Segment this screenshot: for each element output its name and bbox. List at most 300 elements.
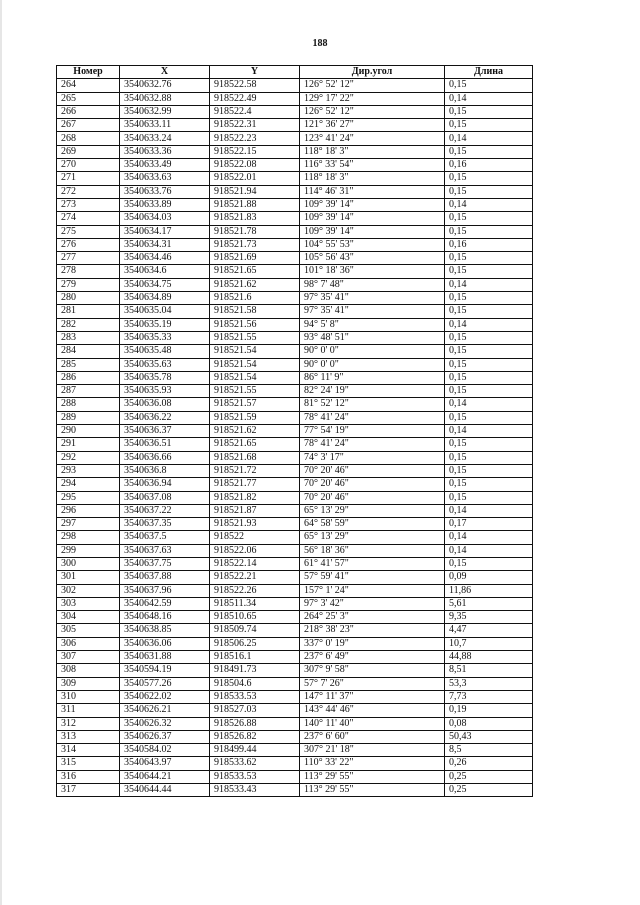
cell-length: 0,15 [445,212,533,225]
table-row [57,398,533,411]
cell-number: 282 [57,318,120,331]
cell-y: 918521.65 [210,265,300,278]
cell-length: 9,35 [445,611,533,624]
cell-y: 918522.23 [210,132,300,145]
cell-length: 0,14 [445,198,533,211]
cell-x: 3540634.03 [120,212,210,225]
cell-direction-angle: 129° 17' 22" [300,92,445,105]
cell-length: 53,3 [445,677,533,690]
cell-length: 0,15 [445,119,533,132]
cell-y: 918526.88 [210,717,300,730]
cell-y: 918522.01 [210,172,300,185]
cell-x: 3540584.02 [120,744,210,757]
cell-y: 918491.73 [210,664,300,677]
cell-y: 918522.08 [210,159,300,172]
table-row [57,571,533,584]
cell-y: 918527.03 [210,704,300,717]
cell-length: 0,15 [445,345,533,358]
cell-direction-angle: 57° 59' 41" [300,571,445,584]
cell-number: 307 [57,651,120,664]
cell-y: 918521.55 [210,385,300,398]
cell-y: 918521.59 [210,411,300,424]
cell-y: 918521.94 [210,185,300,198]
cell-length: 0,15 [445,252,533,265]
cell-x: 3540637.75 [120,557,210,570]
cell-number: 292 [57,451,120,464]
cell-x: 3540634.75 [120,278,210,291]
cell-length: 0,15 [445,411,533,424]
cell-x: 3540633.76 [120,185,210,198]
cell-number: 268 [57,132,120,145]
table-row [57,491,533,504]
header-direction-angle: Дир.угол [300,66,445,79]
cell-length: 0,19 [445,704,533,717]
cell-direction-angle: 70° 20' 46" [300,478,445,491]
page-edge-shadow [0,0,2,905]
cell-y: 918521.68 [210,451,300,464]
cell-direction-angle: 110° 33' 22" [300,757,445,770]
cell-x: 3540626.21 [120,704,210,717]
cell-x: 3540631.88 [120,651,210,664]
cell-x: 3540632.76 [120,79,210,92]
cell-direction-angle: 90° 0' 0" [300,358,445,371]
table-row [57,358,533,371]
cell-x: 3540638.85 [120,624,210,637]
cell-x: 3540636.06 [120,637,210,650]
cell-length: 0,14 [445,278,533,291]
cell-direction-angle: 105° 56' 43" [300,252,445,265]
table-row [57,518,533,531]
cell-number: 314 [57,744,120,757]
cell-y: 918521.69 [210,252,300,265]
cell-y: 918521.65 [210,438,300,451]
cell-direction-angle: 109° 39' 14" [300,212,445,225]
cell-number: 277 [57,252,120,265]
cell-number: 295 [57,491,120,504]
cell-x: 3540637.08 [120,491,210,504]
table-row [57,265,533,278]
cell-y: 918522 [210,531,300,544]
cell-number: 285 [57,358,120,371]
cell-y: 918521.6 [210,292,300,305]
cell-y: 918504.6 [210,677,300,690]
cell-y: 918509.74 [210,624,300,637]
cell-direction-angle: 114° 46' 31" [300,185,445,198]
table-row [57,119,533,132]
cell-length: 0,14 [445,318,533,331]
cell-y: 918521.72 [210,464,300,477]
table-row [57,611,533,624]
cell-y: 918511.34 [210,597,300,610]
cell-y: 918533.53 [210,770,300,783]
cell-length: 0,15 [445,491,533,504]
cell-length: 0,15 [445,358,533,371]
cell-length: 0,25 [445,784,533,797]
cell-length: 0,15 [445,225,533,238]
cell-number: 303 [57,597,120,610]
table-row [57,385,533,398]
table-row [57,637,533,650]
cell-x: 3540636.37 [120,425,210,438]
cell-x: 3540633.63 [120,172,210,185]
cell-number: 284 [57,345,120,358]
table-row [57,744,533,757]
cell-x: 3540634.46 [120,252,210,265]
cell-direction-angle: 78° 41' 24" [300,438,445,451]
cell-direction-angle: 237° 6' 49" [300,651,445,664]
table-row [57,318,533,331]
cell-direction-angle: 337° 0' 19" [300,637,445,650]
cell-direction-angle: 109° 39' 14" [300,225,445,238]
cell-x: 3540594.19 [120,664,210,677]
cell-length: 0,15 [445,385,533,398]
cell-y: 918521.78 [210,225,300,238]
cell-x: 3540636.94 [120,478,210,491]
cell-length: 11,86 [445,584,533,597]
cell-length: 0,15 [445,331,533,344]
page-number: 188 [312,38,328,49]
cell-direction-angle: 218° 38' 23" [300,624,445,637]
cell-length: 10,7 [445,637,533,650]
cell-length: 8,5 [445,744,533,757]
cell-length: 0,15 [445,451,533,464]
cell-x: 3540636.22 [120,411,210,424]
cell-number: 287 [57,385,120,398]
cell-x: 3540633.11 [120,119,210,132]
cell-y: 918516.1 [210,651,300,664]
cell-length: 0,26 [445,757,533,770]
cell-direction-angle: 307° 9' 58" [300,664,445,677]
cell-y: 918521.82 [210,491,300,504]
cell-direction-angle: 70° 20' 46" [300,464,445,477]
cell-length: 44,88 [445,651,533,664]
table-row [57,225,533,238]
header-number: Номер [57,66,120,79]
cell-x: 3540634.17 [120,225,210,238]
cell-direction-angle: 70° 20' 46" [300,491,445,504]
cell-x: 3540626.32 [120,717,210,730]
cell-y: 918522.26 [210,584,300,597]
table-row [57,305,533,318]
cell-direction-angle: 126° 52' 12" [300,79,445,92]
cell-x: 3540635.19 [120,318,210,331]
cell-number: 286 [57,371,120,384]
cell-x: 3540634.89 [120,292,210,305]
cell-number: 266 [57,105,120,118]
cell-number: 280 [57,292,120,305]
cell-x: 3540622.02 [120,690,210,703]
cell-x: 3540634.31 [120,238,210,251]
cell-y: 918521.56 [210,318,300,331]
cell-number: 270 [57,159,120,172]
cell-length: 0,14 [445,531,533,544]
cell-number: 264 [57,79,120,92]
cell-length: 0,25 [445,770,533,783]
cell-x: 3540633.36 [120,145,210,158]
cell-length: 5,61 [445,597,533,610]
table-row [57,438,533,451]
cell-y: 918521.87 [210,504,300,517]
cell-number: 304 [57,611,120,624]
cell-number: 281 [57,305,120,318]
cell-x: 3540636.51 [120,438,210,451]
cell-y: 918522.58 [210,79,300,92]
cell-y: 918521.93 [210,518,300,531]
cell-direction-angle: 118° 18' 3" [300,145,445,158]
table-row [57,278,533,291]
cell-length: 0,15 [445,185,533,198]
cell-length: 8,51 [445,664,533,677]
cell-x: 3540626.37 [120,730,210,743]
cell-number: 276 [57,238,120,251]
cell-length: 0,15 [445,172,533,185]
table-row [57,651,533,664]
cell-x: 3540635.04 [120,305,210,318]
cell-y: 918506.25 [210,637,300,650]
cell-direction-angle: 93° 48' 51" [300,331,445,344]
cell-number: 300 [57,557,120,570]
cell-x: 3540632.99 [120,105,210,118]
table-row [57,717,533,730]
cell-number: 291 [57,438,120,451]
cell-length: 0,08 [445,717,533,730]
cell-y: 918533.62 [210,757,300,770]
cell-x: 3540635.93 [120,385,210,398]
cell-number: 290 [57,425,120,438]
cell-number: 306 [57,637,120,650]
cell-direction-angle: 123° 41' 24" [300,132,445,145]
table-row [57,212,533,225]
cell-y: 918521.55 [210,331,300,344]
cell-number: 299 [57,544,120,557]
cell-direction-angle: 109° 39' 14" [300,198,445,211]
cell-direction-angle: 97° 35' 41" [300,292,445,305]
cell-number: 313 [57,730,120,743]
cell-x: 3540642.59 [120,597,210,610]
cell-x: 3540635.78 [120,371,210,384]
cell-number: 271 [57,172,120,185]
table-row [57,544,533,557]
cell-length: 0,16 [445,159,533,172]
cell-y: 918521.54 [210,345,300,358]
cell-direction-angle: 264° 25' 3" [300,611,445,624]
cell-x: 3540633.49 [120,159,210,172]
cell-number: 312 [57,717,120,730]
cell-direction-angle: 97° 35' 41" [300,305,445,318]
cell-y: 918522.14 [210,557,300,570]
cell-number: 265 [57,92,120,105]
table-row [57,345,533,358]
header-length: Длина [445,66,533,79]
cell-length: 7,73 [445,690,533,703]
cell-y: 918522.4 [210,105,300,118]
cell-direction-angle: 143° 44' 46" [300,704,445,717]
cell-direction-angle: 116° 33' 54" [300,159,445,172]
cell-length: 0,15 [445,292,533,305]
cell-number: 272 [57,185,120,198]
cell-y: 918521.54 [210,371,300,384]
cell-number: 269 [57,145,120,158]
cell-length: 0,15 [445,464,533,477]
header-x: X [120,66,210,79]
table-row [57,770,533,783]
cell-y: 918521.58 [210,305,300,318]
table-row [57,504,533,517]
cell-y: 918533.53 [210,690,300,703]
cell-direction-angle: 86° 11' 9" [300,371,445,384]
table-row [57,371,533,384]
cell-direction-angle: 113° 29' 55" [300,784,445,797]
cell-number: 294 [57,478,120,491]
cell-x: 3540633.24 [120,132,210,145]
cell-direction-angle: 237° 6' 60" [300,730,445,743]
cell-length: 0,16 [445,238,533,251]
table-row [57,238,533,251]
header-y: Y [210,66,300,79]
cell-x: 3540637.88 [120,571,210,584]
cell-y: 918499.44 [210,744,300,757]
table-row [57,132,533,145]
cell-length: 0,17 [445,518,533,531]
table-body [57,79,533,797]
table-row [57,584,533,597]
cell-length: 0,15 [445,371,533,384]
table-row [57,464,533,477]
cell-x: 3540577.26 [120,677,210,690]
table-row [57,451,533,464]
table-row [57,105,533,118]
cell-x: 3540635.48 [120,345,210,358]
cell-y: 918521.54 [210,358,300,371]
cell-direction-angle: 97° 3' 42" [300,597,445,610]
cell-direction-angle: 140° 11' 40" [300,717,445,730]
cell-direction-angle: 57° 7' 26" [300,677,445,690]
cell-y: 918521.83 [210,212,300,225]
cell-direction-angle: 74° 3' 17" [300,451,445,464]
cell-number: 288 [57,398,120,411]
cell-direction-angle: 101° 18' 36" [300,265,445,278]
cell-x: 3540635.33 [120,331,210,344]
cell-direction-angle: 61° 41' 57" [300,557,445,570]
cell-y: 918521.57 [210,398,300,411]
cell-number: 302 [57,584,120,597]
cell-y: 918522.06 [210,544,300,557]
cell-direction-angle: 78° 41' 24" [300,411,445,424]
table-row [57,784,533,797]
cell-direction-angle: 94° 5' 8" [300,318,445,331]
cell-x: 3540637.35 [120,518,210,531]
cell-x: 3540636.08 [120,398,210,411]
table-row [57,92,533,105]
cell-y: 918521.62 [210,425,300,438]
cell-number: 297 [57,518,120,531]
cell-direction-angle: 98° 7' 48" [300,278,445,291]
cell-length: 50,43 [445,730,533,743]
cell-length: 0,14 [445,504,533,517]
cell-x: 3540633.89 [120,198,210,211]
table-row [57,704,533,717]
cell-number: 305 [57,624,120,637]
table-row [57,331,533,344]
cell-number: 298 [57,531,120,544]
cell-length: 0,15 [445,79,533,92]
table-header-row [57,66,533,79]
cell-length: 0,15 [445,557,533,570]
cell-y: 918522.49 [210,92,300,105]
cell-number: 273 [57,198,120,211]
table-row [57,292,533,305]
cell-x: 3540643.97 [120,757,210,770]
cell-direction-angle: 65° 13' 29" [300,531,445,544]
cell-x: 3540637.96 [120,584,210,597]
cell-length: 0,15 [445,105,533,118]
cell-number: 279 [57,278,120,291]
table-row [57,677,533,690]
cell-x: 3540634.6 [120,265,210,278]
cell-number: 278 [57,265,120,278]
table-row [57,198,533,211]
cell-number: 309 [57,677,120,690]
table-row [57,531,533,544]
cell-number: 293 [57,464,120,477]
table-row [57,757,533,770]
cell-number: 301 [57,571,120,584]
cell-number: 316 [57,770,120,783]
cell-direction-angle: 121° 36' 27" [300,119,445,132]
cell-number: 311 [57,704,120,717]
cell-x: 3540637.5 [120,531,210,544]
cell-number: 315 [57,757,120,770]
cell-direction-angle: 77° 54' 19" [300,425,445,438]
cell-length: 0,15 [445,265,533,278]
cell-length: 0,14 [445,398,533,411]
cell-y: 918522.31 [210,119,300,132]
cell-y: 918526.82 [210,730,300,743]
table-row [57,730,533,743]
table-row [57,664,533,677]
cell-direction-angle: 126° 52' 12" [300,105,445,118]
cell-length: 0,14 [445,132,533,145]
table-row [57,478,533,491]
cell-direction-angle: 104° 55' 53" [300,238,445,251]
cell-y: 918521.88 [210,198,300,211]
coordinates-table [56,65,533,797]
cell-direction-angle: 81° 52' 12" [300,398,445,411]
cell-y: 918521.77 [210,478,300,491]
table-row [57,172,533,185]
cell-number: 296 [57,504,120,517]
cell-x: 3540644.44 [120,784,210,797]
table-row [57,159,533,172]
cell-direction-angle: 56° 18' 36" [300,544,445,557]
cell-y: 918521.62 [210,278,300,291]
cell-direction-angle: 157° 1' 24" [300,584,445,597]
table-row [57,145,533,158]
cell-number: 275 [57,225,120,238]
cell-direction-angle: 64° 58' 59" [300,518,445,531]
cell-length: 0,14 [445,92,533,105]
cell-x: 3540637.63 [120,544,210,557]
table-row [57,690,533,703]
cell-direction-angle: 82° 24' 19" [300,385,445,398]
cell-x: 3540635.63 [120,358,210,371]
cell-length: 0,15 [445,145,533,158]
table-row [57,411,533,424]
cell-length: 0,09 [445,571,533,584]
cell-number: 308 [57,664,120,677]
table-row [57,624,533,637]
cell-y: 918510.65 [210,611,300,624]
